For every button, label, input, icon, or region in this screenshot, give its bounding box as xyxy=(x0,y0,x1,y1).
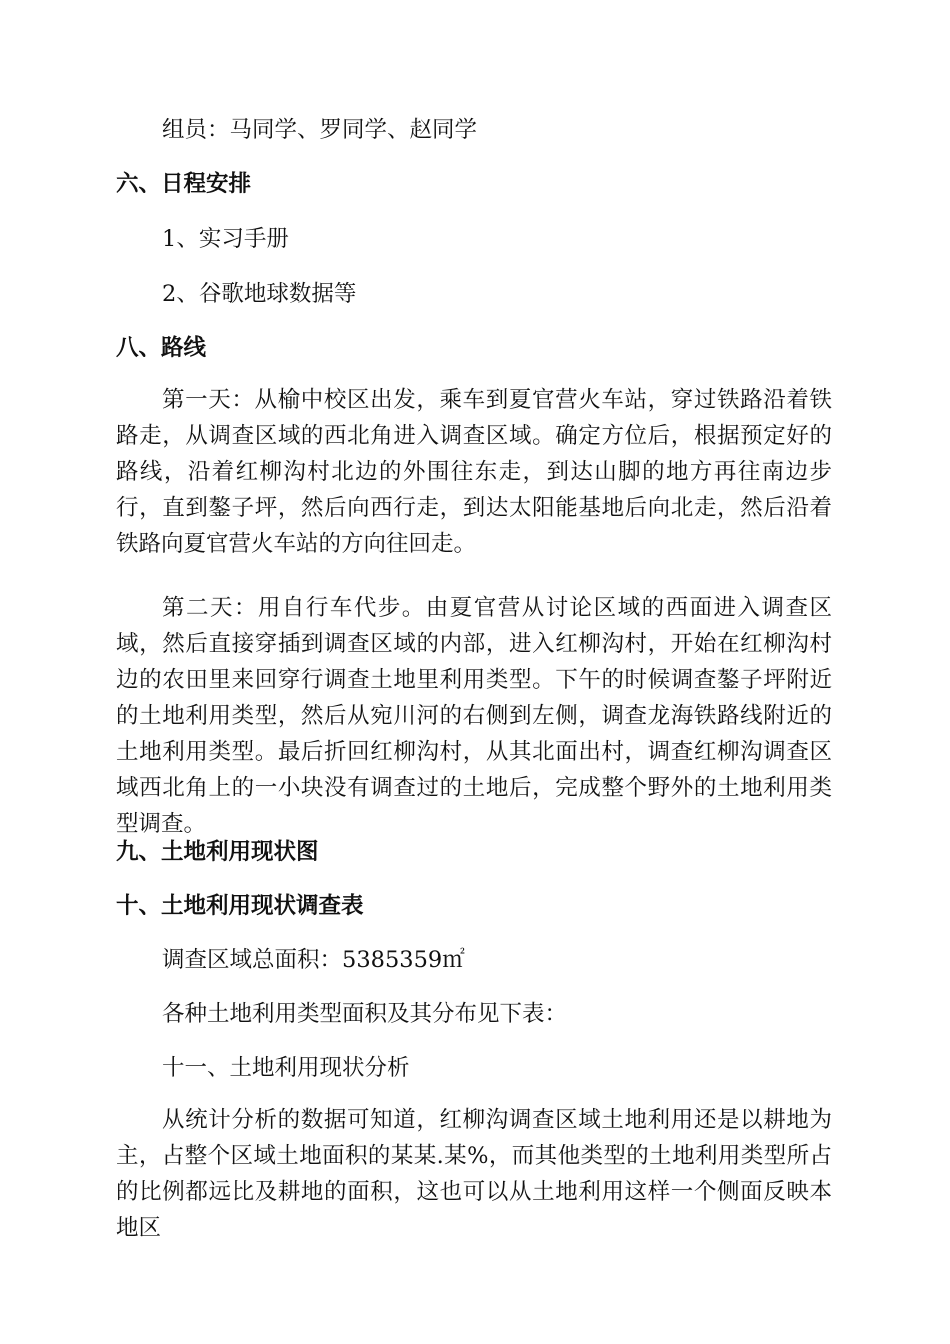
route-day-2-paragraph: 第二天：用自行车代步。由夏官营从讨论区域的西面进入调查区域，然后直接穿插到调查区域的内部，进入红柳沟村，开始在红柳沟村边的农田里来回穿行调查土地里利用类型。下午的时候调查鏊子坪附近的土地利用类型，然后从宛川河的右侧到左侧，调查龙海铁路线附近的土地利用类型。最后折回红柳沟村，从其北面出村，调查红柳沟调查区域西北角上的一小块没有调查过的土地后，完成整个野外的土地利用类型调查。 xyxy=(116,595,832,837)
analysis-paragraph: 从统计分析的数据可知道，红柳沟调查区域土地利用还是以耕地为主，占整个区域土地面积的某某.某%，而其他类型的土地利用类型所占的比例都远比及耕地的面积，这也可以从土地利用这样一个侧面反映本地区 xyxy=(116,1107,832,1241)
section-8-heading: 八、路线 xyxy=(116,335,207,361)
schedule-item-2: 2、谷歌地球数据等 xyxy=(162,281,357,307)
table-note-line: 各种土地利用类型面积及其分布见下表： xyxy=(162,1001,568,1027)
section-6-heading: 六、日程安排 xyxy=(116,171,252,197)
route-day-1-paragraph: 第一天：从榆中校区出发，乘车到夏官营火车站，穿过铁路沿着铁路走，从调查区域的西北角进入调查区域。确定方位后，根据预定好的路线，沿着红柳沟村北边的外围往东走，到达山脚的地方再往南边步行，直到鏊子坪，然后向西行走，到达太阳能基地后向北走，然后沿着铁路向夏官营火车站的方向往回走。 xyxy=(116,387,832,557)
section-9-heading: 九、土地利用现状图 xyxy=(116,839,319,865)
section-10-heading: 十、土地利用现状调查表 xyxy=(116,893,364,919)
schedule-item-1: 1、实习手册 xyxy=(162,226,289,252)
section-11-heading: 十一、土地利用现状分析 xyxy=(162,1055,410,1081)
total-area-line: 调查区域总面积：5385359㎡ xyxy=(162,947,465,973)
members-line: 组员：马同学、罗同学、赵同学 xyxy=(162,117,478,143)
